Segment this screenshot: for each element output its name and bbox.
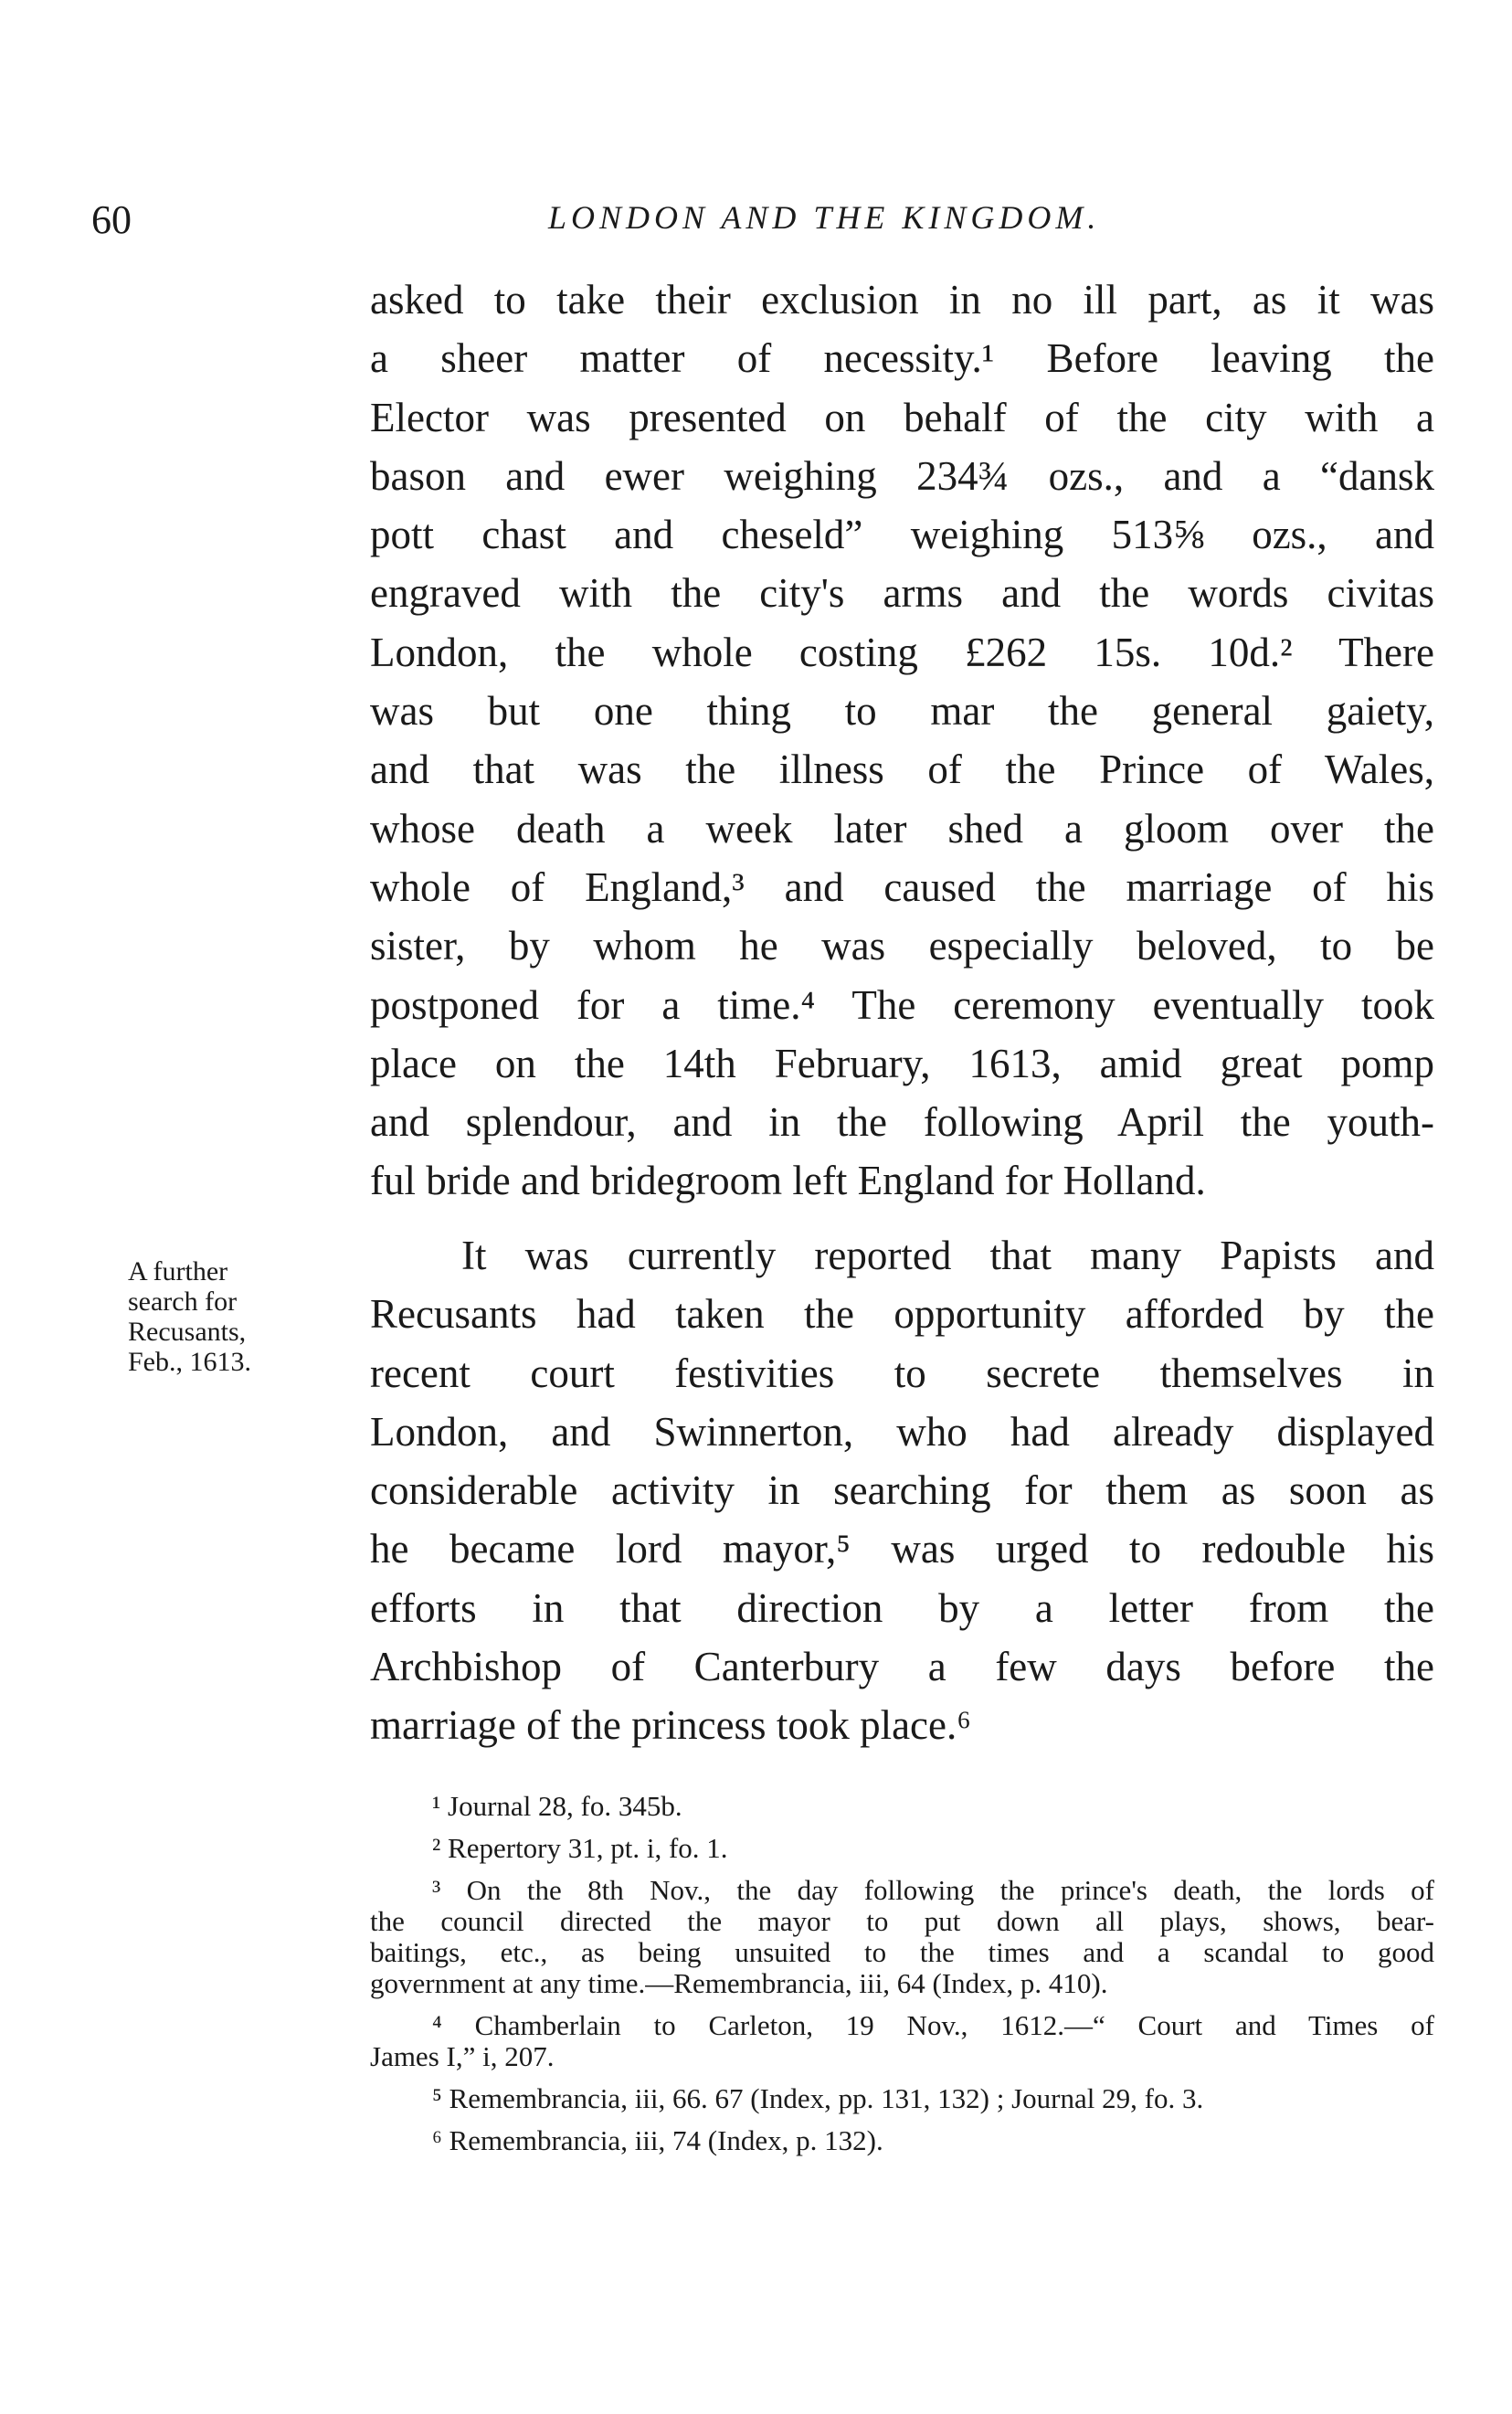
sidenote-line: search for <box>128 1286 238 1317</box>
text-line: Recusants had taken the opportunity afforded by the <box>370 1291 1434 1338</box>
footnote-line: ⁴ Chamberlain to Carleton, 19 Nov., 1612.—“ Court and Times of <box>432 2009 1434 2041</box>
text-line: Elector was presented on behalf of the city with a <box>370 394 1434 440</box>
page-number: 60 <box>91 197 132 242</box>
footnote-line: ³ On the 8th Nov., the day following the prince's death, the lords of <box>432 1874 1434 1906</box>
running-title: LONDON AND THE KINGDOM. <box>548 199 1101 236</box>
text-line: sister, by whom he was especially beloved, to be <box>370 923 1434 969</box>
footnote-4 <box>370 2010 1434 2072</box>
text-line: a sheer matter of necessity.¹ Before leaving the <box>370 335 1434 382</box>
footnote-3 <box>370 1875 1434 1999</box>
body-paragraph-1 <box>370 270 1434 1211</box>
footnote-line: James I,” i, 207. <box>370 2040 555 2072</box>
text-line: asked to take their exclusion in no ill part, as it was <box>370 277 1434 323</box>
text-line: he became lord mayor,⁵ was urged to redouble his <box>370 1526 1434 1572</box>
text-line: whose death a week later shed a gloom over the <box>370 805 1434 852</box>
footnote-line: ² Repertory 31, pt. i, fo. 1. <box>432 1832 728 1864</box>
margin-sidenote <box>128 1256 338 1377</box>
text-line: London, and Swinnerton, who had already displayed <box>370 1408 1434 1455</box>
text-line: and that was the illness of the Prince of Wales, <box>370 746 1434 793</box>
footnote-line: ¹ Journal 28, fo. 345b. <box>432 1790 682 1822</box>
footnote-line: ⁵ Remembrancia, iii, 66. 67 (Index, pp. 131, 132) ; Journal 29, fo. 3. <box>432 2082 1204 2114</box>
sidenote-line: Feb., 1613. <box>128 1347 251 1377</box>
text-line: recent court festivities to secrete themselves in <box>370 1350 1434 1396</box>
body-paragraph-2 <box>370 1226 1434 1755</box>
text-line: ful bride and bridegroom left England for Holland. <box>370 1158 1206 1204</box>
footnote-1 <box>370 1791 1434 1822</box>
footnote-line: the council directed the mayor to put down all plays, shows, bear- <box>370 1905 1434 1937</box>
footnote-2 <box>370 1833 1434 1864</box>
text-line: efforts in that direction by a letter from the <box>370 1584 1434 1631</box>
text-line: considerable activity in searching for them as soon as <box>370 1467 1434 1514</box>
text-line: pott chast and cheseld” weighing 513⅝ ozs., and <box>370 512 1434 558</box>
footnote-line: ⁶ Remembrancia, iii, 74 (Index, p. 132). <box>432 2124 883 2156</box>
text-line: place on the 14th February, 1613, amid great pomp <box>370 1040 1434 1086</box>
footnote-line: government at any time.—Remembrancia, iii, 64 (Index, p. 410). <box>370 1967 1108 1999</box>
footnotes <box>370 1791 1434 2167</box>
text-line: and splendour, and in the following April the youth- <box>370 1099 1434 1146</box>
footnote-5 <box>370 2083 1434 2114</box>
text-line: It was currently reported that many Papists and <box>461 1233 1434 1278</box>
footnote-6 <box>370 2125 1434 2156</box>
footnote-line: baitings, etc., as being unsuited to the times and a scandal to good <box>370 1936 1434 1968</box>
text-line: whole of England,³ and caused the marriage of his <box>370 863 1434 910</box>
text-line: engraved with the city's arms and the words civitas <box>370 570 1434 617</box>
text-line: bason and ewer weighing 234¾ ozs., and a “dansk <box>370 452 1434 499</box>
text-line: marriage of the princess took place.⁶ <box>370 1702 971 1749</box>
text-line: London, the whole costing £262 15s. 10d.² There <box>370 629 1434 675</box>
sidenote-line: Recusants, <box>128 1317 247 1347</box>
sidenote-line: A further <box>128 1256 228 1286</box>
text-line: Archbishop of Canterbury a few days before the <box>370 1644 1434 1690</box>
text-line: was but one thing to mar the general gaiety, <box>370 688 1434 735</box>
text-line: postponed for a time.⁴ The ceremony eventually took <box>370 981 1434 1028</box>
